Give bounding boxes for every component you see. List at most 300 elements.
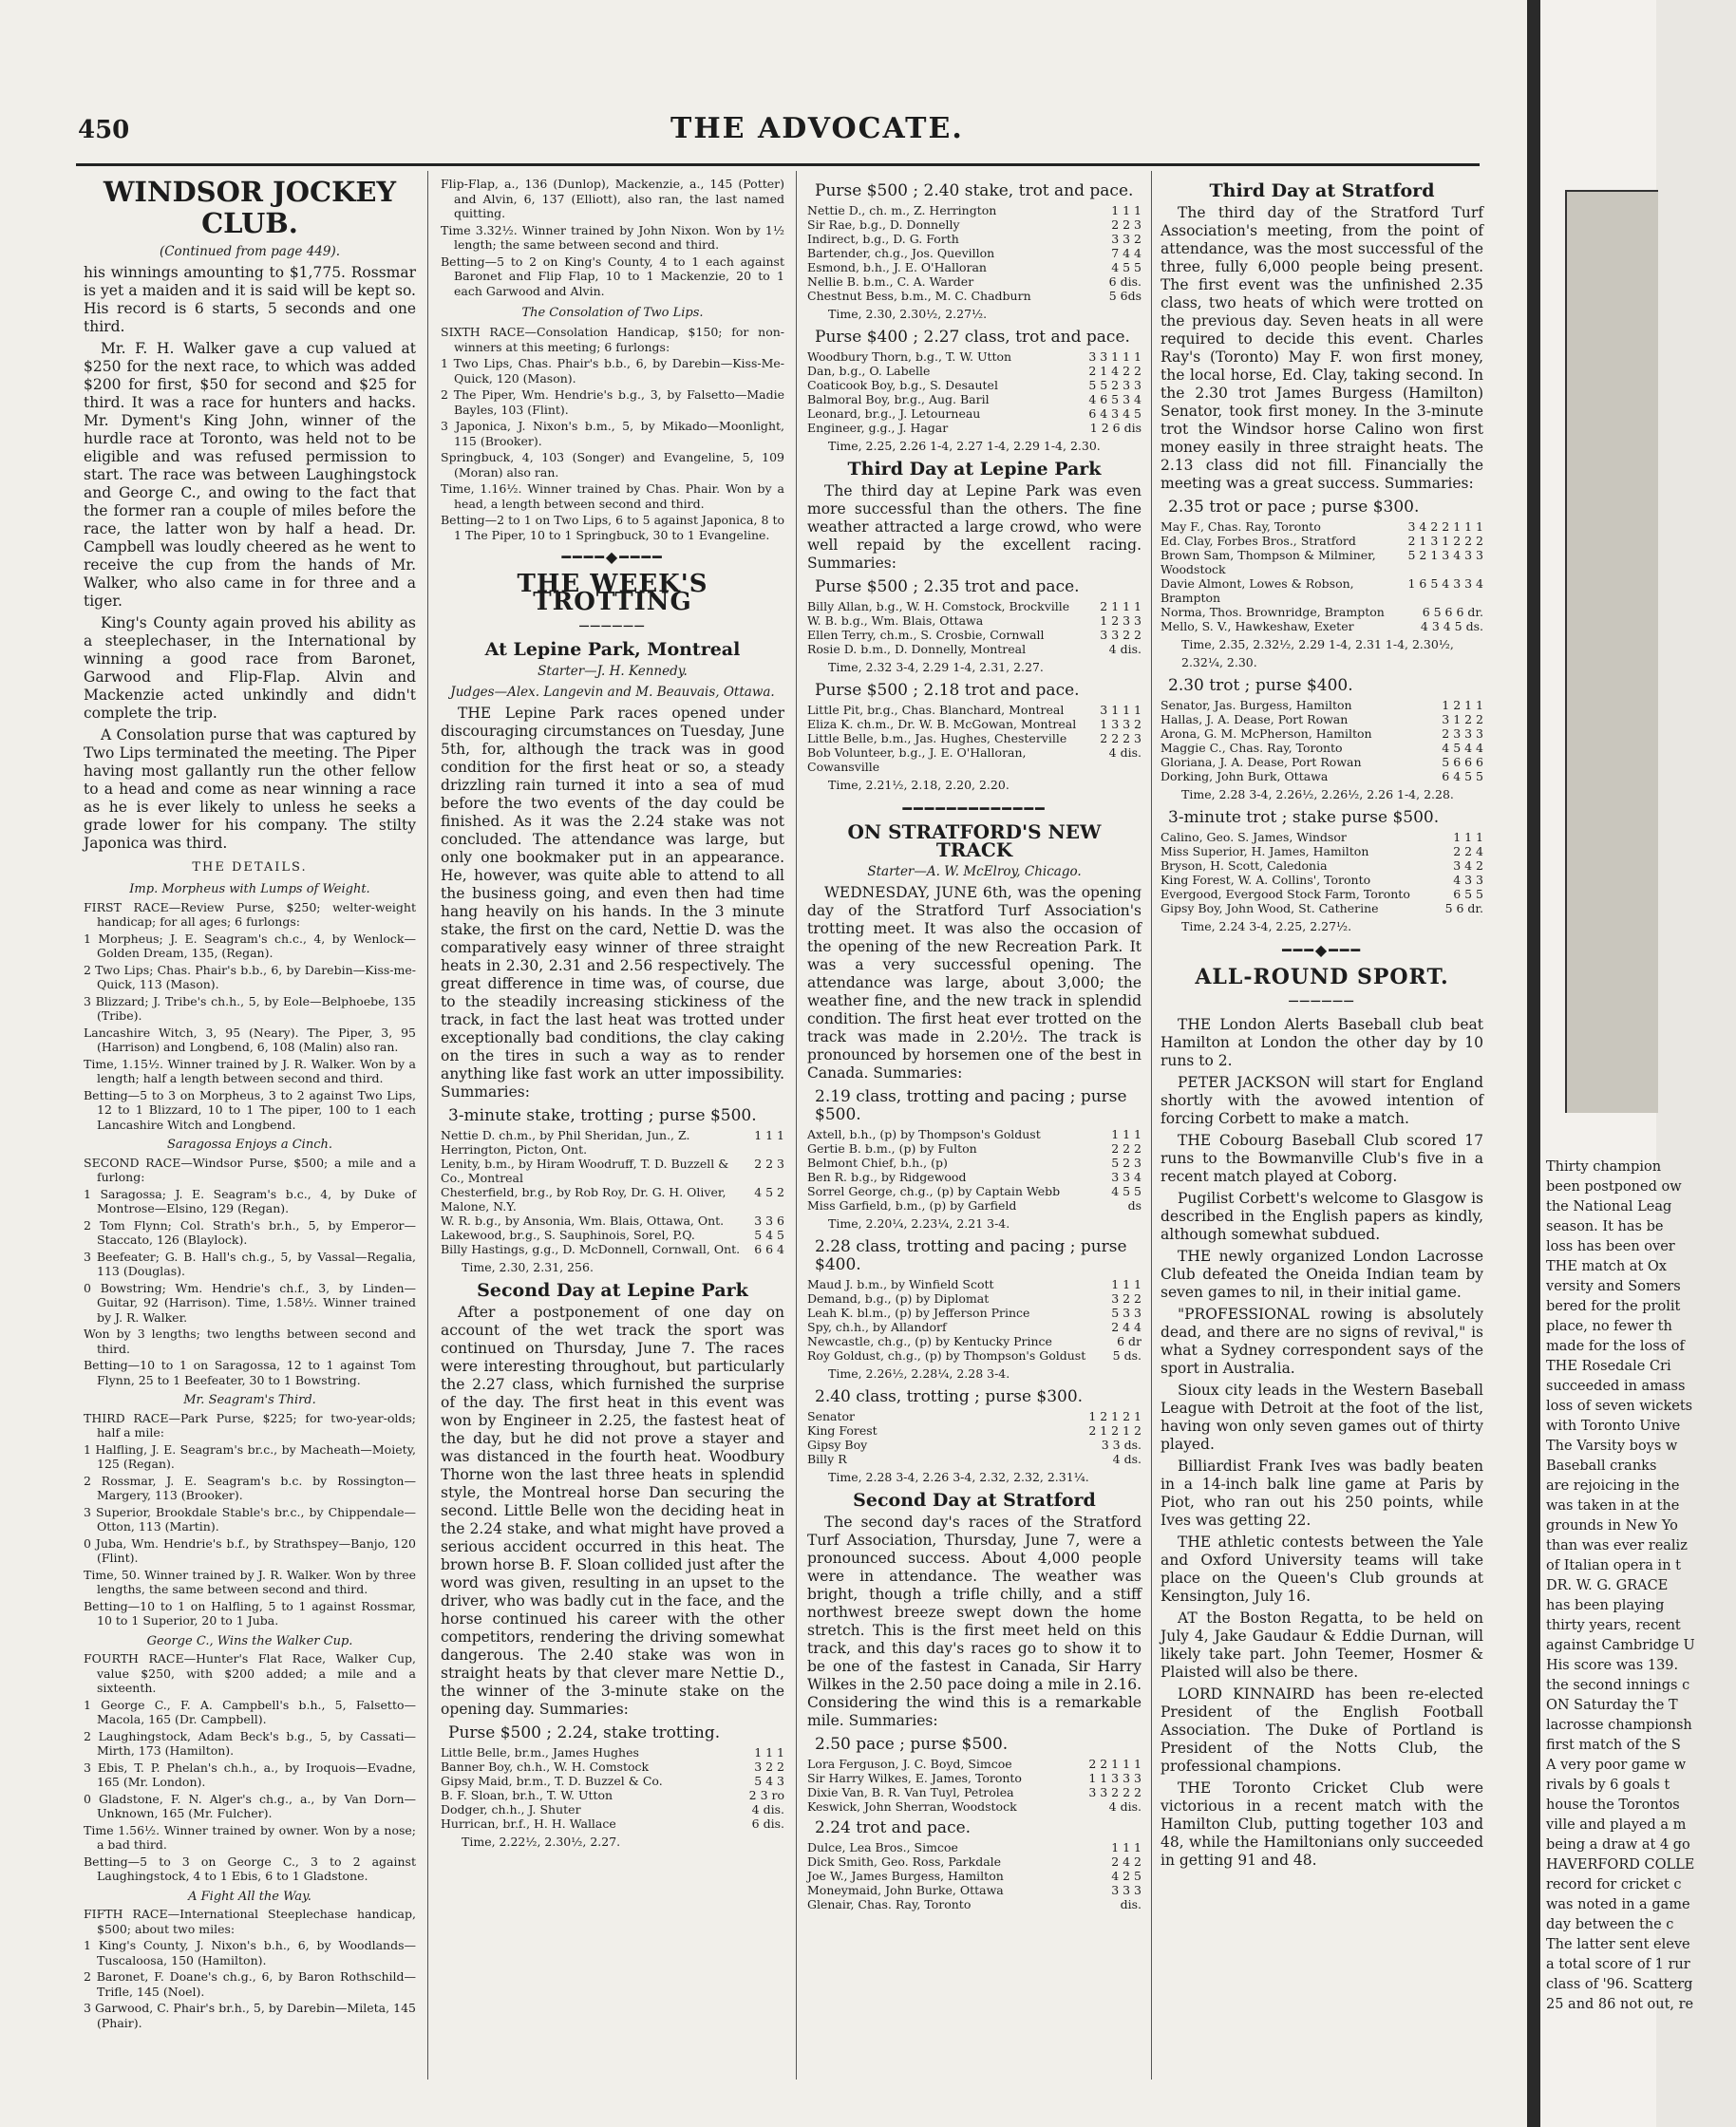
facing-line: the National Leag bbox=[1546, 1199, 1672, 1214]
results-row bbox=[807, 731, 1142, 745]
facing-line: A very poor game w bbox=[1546, 1758, 1687, 1773]
horse-entry: W. B. b.g., Wm. Blais, Ottawa bbox=[807, 613, 984, 628]
results-row bbox=[1160, 576, 1483, 605]
heat-placings: 4 dis. bbox=[751, 1802, 784, 1816]
results-row bbox=[807, 717, 1142, 731]
purse-heading: Purse $500 ; 2.40 stake, trot and pace. bbox=[815, 181, 1134, 200]
race-line: 2 Baronet, F. Doane's ch.g., 6, by Baron Rothschild—Trifle, 145 (Noel). bbox=[84, 1969, 416, 1999]
horse-entry: Chesterfield, br.g., by Rob Roy, Dr. G. H. Oliver, Malone, N.Y. bbox=[441, 1185, 726, 1214]
results-row bbox=[1160, 519, 1483, 534]
facing-line: the second innings c bbox=[1546, 1678, 1690, 1693]
results-row bbox=[807, 745, 1142, 774]
facing-line: loss has been over bbox=[1546, 1239, 1675, 1254]
heat-placings: 3 3 1 1 1 bbox=[1088, 349, 1142, 364]
race-line: 2 Laughingstock, Adam Beck's b.g., 5, by Cassati—Mirth, 173 (Hamilton). bbox=[84, 1728, 416, 1758]
facing-line: THE Rosedale Cri bbox=[1546, 1359, 1671, 1374]
results-row bbox=[441, 1185, 784, 1214]
results-table bbox=[807, 349, 1142, 435]
race-line: Betting—5 to 3 on George C., 3 to 2 against Laughingstock, 4 to 1 Ebis, 6 to 1 Gladstone. bbox=[84, 1854, 416, 1883]
facing-page-text bbox=[1546, 1158, 1736, 2016]
heat-placings: 2 1 4 2 2 bbox=[1088, 364, 1142, 378]
facing-line: The latter sent eleve bbox=[1546, 1937, 1690, 1952]
results-row bbox=[1160, 619, 1483, 633]
class-heading: 2.35 trot or pace ; purse $300. bbox=[1168, 498, 1420, 517]
results-row bbox=[807, 1127, 1142, 1141]
horse-entry: Indirect, b.g., D. G. Forth bbox=[807, 232, 959, 246]
results-table bbox=[807, 1840, 1142, 1911]
heat-placings: 1 2 6 dis bbox=[1089, 421, 1142, 435]
sport-paragraph: THE newly organized London Lacrosse Club defeated the Oneida Indian team by seven games to nil, in their initial game. bbox=[1160, 1248, 1483, 1301]
heat-placings: 3 1 2 2 bbox=[1442, 712, 1483, 726]
results-table bbox=[807, 1277, 1142, 1363]
heat-placings: dis. bbox=[1120, 1897, 1142, 1911]
results-row bbox=[807, 1840, 1142, 1854]
results-row bbox=[1160, 769, 1483, 783]
facing-line: The Varsity boys w bbox=[1546, 1439, 1678, 1454]
race-line: Betting—2 to 1 on Two Lips, 6 to 5 against Japonica, 8 to 1 The Piper, 10 to 1 Springbuck, 30 to 1 Evangeline. bbox=[441, 513, 784, 542]
results-time: Time, 2.21½, 2.18, 2.20, 2.20. bbox=[828, 778, 1010, 792]
facing-line: are rejoicing in the bbox=[1546, 1478, 1680, 1494]
heat-placings: 6 4 5 5 bbox=[1442, 769, 1483, 783]
results-row bbox=[807, 1141, 1142, 1156]
results-table bbox=[807, 1409, 1142, 1466]
horse-entry: Woodbury Thorn, b.g., T. W. Utton bbox=[807, 349, 1012, 364]
heat-placings: 6 5 6 6 dr. bbox=[1422, 605, 1483, 619]
race-line: 1 King's County, J. Nixon's b.h., 6, by Woodlands—Tuscaloosa, 150 (Hamilton). bbox=[84, 1938, 416, 1967]
heat-placings: 5 6 6 6 bbox=[1442, 755, 1483, 769]
heat-placings: 2 4 4 bbox=[1111, 1320, 1142, 1334]
horse-entry: Hurrican, br.f., H. H. Wallace bbox=[441, 1816, 616, 1831]
horse-entry: Dorking, John Burk, Ottawa bbox=[1160, 769, 1329, 783]
results-table bbox=[807, 599, 1142, 656]
sport-title: ALL-ROUND SPORT. bbox=[1195, 965, 1449, 989]
results-table bbox=[807, 203, 1142, 303]
race-line: THIRD RACE—Park Purse, $225; for two-year-olds; half a mile: bbox=[84, 1410, 416, 1440]
third-day-heading: Third Day at Lepine Park bbox=[847, 459, 1102, 480]
heat-placings: 2 2 1 1 1 bbox=[1088, 1757, 1142, 1771]
horse-entry: Nellie B. b.m., C. A. Warder bbox=[807, 274, 974, 289]
facing-line: season. It has be bbox=[1546, 1219, 1664, 1234]
heat-placings: 2 2 2 bbox=[1111, 1141, 1142, 1156]
class-heading: 2.28 class, trotting and pacing ; purse $400. bbox=[815, 1237, 1127, 1274]
purse-heading: Purse $400 ; 2.27 class, trot and pace. bbox=[815, 328, 1130, 347]
horse-entry: Nettie D., ch. m., Z. Herrington bbox=[807, 203, 997, 217]
race-line: Betting—10 to 1 on Saragossa, 12 to 1 against Tom Flynn, 25 to 1 Beefeater, 30 to 1 Bowstring. bbox=[84, 1358, 416, 1387]
column-4 bbox=[1160, 177, 1483, 2123]
race-line: 1 George C., F. A. Campbell's b.h., 5, Falsetto—Macola, 165 (Dr. Campbell). bbox=[84, 1697, 416, 1726]
facing-illustration bbox=[1565, 190, 1658, 1113]
horse-entry: Sorrel George, ch.g., (p) by Captain Webb bbox=[807, 1184, 1061, 1198]
horse-entry: Calino, Geo. S. James, Windsor bbox=[1160, 830, 1347, 844]
results-row bbox=[807, 642, 1142, 656]
results-row bbox=[807, 1320, 1142, 1334]
race-line: Time, 1.16½. Winner trained by Chas. Phair. Won by a head, a length between second and third. bbox=[441, 481, 784, 511]
facing-line: HAVERFORD COLLE bbox=[1546, 1857, 1695, 1873]
results-row bbox=[441, 1802, 784, 1816]
results-row bbox=[807, 1452, 1142, 1466]
horse-entry: B. F. Sloan, br.h., T. W. Utton bbox=[441, 1788, 613, 1802]
results-row bbox=[807, 246, 1142, 260]
third-day-paragraph: The third day of the Stratford Turf Association's meeting, from the point of attendance, was the most successful of the three, fully 6,000 people being present. The first event was the unfinished 2.35 class, two heats of which were trotted on the previous day. Seven heats in all were required to decide this event. Charles Ray's (Toronto) May F. won first money, the local horse, Ed. Clay, taking second. In the 2.30 trot James Burgess (Hamilton) Senator, took first money. In the 3-minute trot the Windsor horse Calino won first money easily in three straight heats. The 2.13 class did not fill. Financially the meeting was a great success. Summaries: bbox=[1160, 204, 1483, 492]
results-row bbox=[807, 1156, 1142, 1170]
facing-line: THE match at Ox bbox=[1546, 1259, 1667, 1274]
facing-line: Baseball cranks bbox=[1546, 1459, 1657, 1474]
details-heading: THE DETAILS. bbox=[192, 860, 308, 875]
race-line: 1 Saragossa; J. E. Seagram's b.c., 4, by Duke of Montrose—Elsino, 129 (Regan). bbox=[84, 1186, 416, 1215]
results-row bbox=[1160, 887, 1483, 901]
heat-placings: 1 1 3 3 3 bbox=[1088, 1771, 1142, 1785]
results-row bbox=[807, 1883, 1142, 1897]
judges-credit: Judges—Alex. Langevin and M. Beauvais, Ottawa. bbox=[450, 685, 775, 700]
results-table bbox=[1160, 519, 1483, 633]
heat-placings: 6 dis. bbox=[751, 1816, 784, 1831]
horse-entry: Miss Garfield, b.m., (p) by Garfield bbox=[807, 1198, 1017, 1213]
results-row bbox=[441, 1157, 784, 1185]
results-row bbox=[1160, 858, 1483, 873]
heat-placings: 3 3 6 bbox=[754, 1214, 784, 1228]
horse-entry: May F., Chas. Ray, Toronto bbox=[1160, 519, 1321, 534]
race-subhead: A Fight All the Way. bbox=[188, 1889, 311, 1904]
horse-entry: Axtell, b.h., (p) by Thompson's Goldust bbox=[807, 1127, 1041, 1141]
race-line: FIFTH RACE—International Steeplechase handicap, $500; about two miles: bbox=[84, 1907, 416, 1936]
heat-placings: 4 dis. bbox=[1108, 1799, 1142, 1814]
horse-entry: Maggie C., Chas. Ray, Toronto bbox=[1160, 741, 1343, 755]
heat-placings: 2 1 3 1 2 2 2 bbox=[1407, 534, 1483, 548]
second-day-heading: Second Day at Stratford bbox=[853, 1490, 1096, 1511]
race-line: 1 Morpheus; J. E. Seagram's ch.c., 4, by Wenlock—Golden Dream, 135, (Regan). bbox=[84, 931, 416, 960]
sport-paragraph: Sioux city leads in the Western Baseball League with Detroit at the foot of the list, having won only seven games out of thirty played. bbox=[1160, 1382, 1483, 1453]
heat-placings: 4 3 4 5 ds. bbox=[1420, 619, 1483, 633]
results-time: Time, 2.28 3-4, 2.26 3-4, 2.32, 2.32, 2.31¼. bbox=[828, 1470, 1089, 1484]
column-3 bbox=[807, 177, 1142, 2123]
results-row bbox=[807, 406, 1142, 421]
heat-placings: 5 2 1 3 4 3 3 bbox=[1407, 548, 1483, 562]
race-line: Betting—5 to 2 on King's County, 4 to 1 each against Baronet and Flip Flap, 10 to 1 Mackenzie, 20 to 1 each Garwood and Alvin. bbox=[441, 254, 784, 298]
facing-line: ville and played a m bbox=[1546, 1817, 1687, 1833]
heat-placings: 1 2 1 2 1 bbox=[1088, 1409, 1142, 1423]
results-row bbox=[807, 1897, 1142, 1911]
third-day-stratford-heading: Third Day at Stratford bbox=[1209, 180, 1435, 201]
race-line: 3 Superior, Brookdale Stable's br.c., by Chippendale—Otton, 113 (Martin). bbox=[84, 1504, 416, 1534]
heat-placings: 4 5 2 bbox=[754, 1185, 784, 1199]
results-row bbox=[441, 1242, 784, 1256]
article-body bbox=[84, 264, 416, 853]
results-row bbox=[441, 1774, 784, 1788]
facing-line: first match of the S bbox=[1546, 1738, 1681, 1753]
heat-placings: 2 1 1 1 bbox=[1100, 599, 1142, 613]
horse-entry: Dixie Van, B. R. Van Tuyl, Petrolea bbox=[807, 1785, 1014, 1799]
horse-entry: Billy R bbox=[807, 1452, 847, 1466]
heat-placings: 2 2 3 bbox=[1111, 217, 1142, 232]
results-time: Time, 2.30, 2.30½, 2.27½. bbox=[828, 307, 988, 321]
race-continuation bbox=[441, 177, 784, 298]
results-time: Time, 2.20¼, 2.23¼, 2.21 3-4. bbox=[828, 1216, 1010, 1231]
results-time: Time, 2.26½, 2.28¼, 2.28 3-4. bbox=[828, 1366, 1010, 1381]
results-row bbox=[1160, 755, 1483, 769]
results-table bbox=[807, 703, 1142, 774]
purse-heading: Purse $500 ; 2.35 trot and pace. bbox=[815, 577, 1080, 596]
horse-entry: Lora Ferguson, J. C. Boyd, Simcoe bbox=[807, 1757, 1012, 1771]
race-line: 1 Two Lips, Chas. Phair's b.b., 6, by Darebin—Kiss-Me-Quick, 120 (Mason). bbox=[441, 356, 784, 386]
horse-entry: Ellen Terry, ch.m., S. Crosbie, Cornwall bbox=[807, 628, 1045, 642]
race-line: SIXTH RACE—Consolation Handicap, $150; for non-winners at this meeting; 6 furlongs: bbox=[441, 325, 784, 354]
race-line: 2 Two Lips; Chas. Phair's b.b., 6, by Darebin—Kiss-me-Quick, 113 (Mason). bbox=[84, 962, 416, 991]
horse-entry: Hallas, J. A. Dease, Port Rowan bbox=[1160, 712, 1349, 726]
race-line: 2 Tom Flynn; Col. Strath's br.h., 5, by Emperor—Staccato, 126 (Blaylock). bbox=[84, 1217, 416, 1247]
heat-placings: 4 5 4 4 bbox=[1442, 741, 1483, 755]
results-row bbox=[1160, 548, 1483, 576]
results-time: Time, 2.22½, 2.30½, 2.27. bbox=[462, 1835, 621, 1849]
horse-entry: W. R. b.g., by Ansonia, Wm. Blais, Ottawa, Ont. bbox=[441, 1214, 725, 1228]
page-gutter bbox=[1527, 0, 1540, 2127]
results-row bbox=[807, 378, 1142, 392]
heat-placings: 4 5 5 bbox=[1111, 1184, 1142, 1198]
horse-entry: Roy Goldust, ch.g., (p) by Thompson's Goldust bbox=[807, 1348, 1086, 1363]
horse-entry: Davie Almont, Lowes & Robson, Brampton bbox=[1160, 576, 1354, 605]
horse-entry: Gipsy Maid, br.m., T. D. Buzzel & Co. bbox=[441, 1774, 663, 1788]
column-2 bbox=[441, 177, 784, 2123]
race-line: 0 Gladstone, F. N. Alger's ch.g., a., by Van Dorn—Unknown, 165 (Mr. Fulcher). bbox=[84, 1791, 416, 1820]
article-paragraph: his winnings amounting to $1,775. Rossmar is yet a maiden and it is said will be kept so. His record is 6 starts, 5 seconds and one third. bbox=[84, 264, 416, 335]
race-line: Won by 3 lengths; two lengths between second and third. bbox=[84, 1327, 416, 1356]
sport-paragraphs bbox=[1160, 1016, 1483, 1870]
sport-paragraph: THE athletic contests between the Yale and Oxford University teams will take place on the Queen's Club grounds at Kensington, July 16. bbox=[1160, 1534, 1483, 1605]
horse-entry: Maud J. b.m., by Winfield Scott bbox=[807, 1277, 994, 1291]
horse-entry: Dan, b.g., O. Labelle bbox=[807, 364, 931, 378]
facing-line: versity and Somers bbox=[1546, 1279, 1681, 1294]
horse-entry: Little Belle, br.m., James Hughes bbox=[441, 1745, 639, 1760]
horse-entry: Belmont Chief, b.h., (p) bbox=[807, 1156, 948, 1170]
horse-entry: Chestnut Bess, b.m., M. C. Chadburn bbox=[807, 289, 1031, 303]
horse-entry: Eliza K. ch.m., Dr. W. B. McGowan, Montreal bbox=[807, 717, 1077, 731]
horse-entry: Little Belle, b.m., Jas. Hughes, Chesterville bbox=[807, 731, 1067, 745]
results-row bbox=[807, 1334, 1142, 1348]
ornament-divider: ━━━━━━━━━━━━━ bbox=[902, 800, 1047, 818]
heat-placings: 3 3 2 2 bbox=[1100, 628, 1142, 642]
race-line: 0 Juba, Wm. Hendrie's b.f., by Strathspey—Banjo, 120 (Flint). bbox=[84, 1535, 416, 1565]
heat-placings: 3 3 ds. bbox=[1101, 1438, 1142, 1452]
lepine-paragraph: THE Lepine Park races opened under discouraging circumstances on Tuesday, June 5th, for, although the track was in good condition for the first heat or so, a steady drizzling rain turned it into a sea of mud before the two events of the day could be finished. As it was the 2.24 stake was not concluded. The attendance was large, but only one bookmaker put in an appearance. He, however, was quite able to attend to all the business going, and even then had time hang heavily on his hands. In the 3 minute stake, the first on the card, Nettie D. was the comparatively easy winner of three straight heats in 2.30, 2.31 and 2.56 respectively. The great difference in time was, of course, due to the steadily increasing stickiness of the track, in fact the last heat was trotted under exceptionally bad conditions, the clay caking on the tires in such a way as to render anything like fast work an utter impossibility. Summaries: bbox=[441, 705, 784, 1101]
results-row bbox=[807, 274, 1142, 289]
class-heading: 2.19 class, trotting and pacing ; purse $500. bbox=[815, 1087, 1127, 1124]
facing-line: record for cricket c bbox=[1546, 1877, 1682, 1892]
facing-line: rivals by 6 goals t bbox=[1546, 1778, 1670, 1793]
race-line: Betting—5 to 3 on Morpheus, 3 to 2 against Two Lips, 12 to 1 Blizzard, 10 to 1 The piper, 100 to 1 each Lancashire Witch and Longbend. bbox=[84, 1087, 416, 1132]
facing-line: succeeded in amass bbox=[1546, 1379, 1686, 1394]
race-subhead: Saragossa Enjoys a Cinch. bbox=[166, 1138, 332, 1152]
column-rule bbox=[796, 171, 797, 2080]
facing-line: a total score of 1 rur bbox=[1546, 1957, 1690, 1972]
stratford-title: ON STRATFORD'S NEW TRACK bbox=[847, 820, 1102, 861]
race-subhead: George C., Wins the Walker Cup. bbox=[146, 1633, 353, 1648]
results-row bbox=[807, 628, 1142, 642]
horse-entry: Coaticook Boy, b.g., S. Desautel bbox=[807, 378, 998, 392]
horse-entry: Senator bbox=[807, 1409, 855, 1423]
results-row bbox=[807, 1799, 1142, 1814]
third-day-paragraph: The third day at Lepine Park was even more successful than the others. The fine weather attracted a large crowd, who were well repaid by the excellent racing. Summaries: bbox=[807, 482, 1142, 572]
heat-placings: 4 dis. bbox=[1108, 745, 1142, 760]
heat-placings: 3 3 2 2 2 bbox=[1088, 1785, 1142, 1799]
results-time: Time, 2.30, 2.31, 256. bbox=[462, 1260, 594, 1274]
stake-heading: 3-minute stake, trotting ; purse $500. bbox=[448, 1106, 757, 1125]
results-row bbox=[807, 1869, 1142, 1883]
facing-line: ON Saturday the T bbox=[1546, 1698, 1678, 1713]
sport-paragraph: AT the Boston Regatta, to be held on July 4, Jake Gaudaur & Eddie Durnan, will likely take part. John Teemer, Hosmer & Plaisted will also be there. bbox=[1160, 1609, 1483, 1681]
horse-entry: Miss Superior, H. James, Hamilton bbox=[1160, 844, 1369, 858]
heat-placings: ds bbox=[1127, 1198, 1142, 1213]
horse-entry: Norma, Thos. Brownridge, Brampton bbox=[1160, 605, 1385, 619]
race-line: 2 Rossmar, J. E. Seagram's b.c. by Rossington—Margery, 113 (Brooker). bbox=[84, 1473, 416, 1502]
heat-placings: 3 2 2 bbox=[1111, 1291, 1142, 1306]
heat-placings: 2 4 2 bbox=[1111, 1854, 1142, 1869]
class-heading: 2.24 trot and pace. bbox=[815, 1818, 972, 1837]
results-row bbox=[807, 392, 1142, 406]
facing-line: has been playing bbox=[1546, 1598, 1665, 1613]
race-line: FIRST RACE—Review Purse, $250; welter-weight handicap; for all ages; 6 furlongs: bbox=[84, 899, 416, 929]
horse-entry: Sir Harry Wilkes, E. James, Toronto bbox=[807, 1771, 1022, 1785]
race-details bbox=[84, 882, 416, 2030]
results-row bbox=[1160, 873, 1483, 887]
horse-entry: Esmond, b.h., J. E. O'Halloran bbox=[807, 260, 987, 274]
results-row bbox=[1160, 901, 1483, 915]
heat-placings: 6 4 3 4 5 bbox=[1088, 406, 1142, 421]
horse-entry: Balmoral Boy, br.g., Aug. Baril bbox=[807, 392, 990, 406]
race-subhead: Mr. Seagram's Third. bbox=[183, 1393, 316, 1407]
article-title: WINDSOR JOCKEY CLUB. bbox=[103, 176, 397, 239]
horse-entry: Little Pit, br.g., Chas. Blanchard, Montreal bbox=[807, 703, 1065, 717]
results-row bbox=[807, 203, 1142, 217]
results-row bbox=[807, 613, 1142, 628]
class-heading: 2.30 trot ; purse $400. bbox=[1168, 676, 1353, 695]
results-row bbox=[807, 1184, 1142, 1198]
horse-entry: Brown Sam, Thompson & Milminer, Woodstock bbox=[1160, 548, 1376, 576]
results-table bbox=[807, 1757, 1142, 1814]
heat-placings: 3 3 4 bbox=[1111, 1170, 1142, 1184]
facing-line: against Cambridge U bbox=[1546, 1638, 1695, 1653]
horse-entry: Keswick, John Sherran, Woodstock bbox=[807, 1799, 1017, 1814]
results-row bbox=[807, 1409, 1142, 1423]
horse-entry: Ed. Clay, Forbes Bros., Stratford bbox=[1160, 534, 1356, 548]
ornament-divider: ────── bbox=[1289, 992, 1355, 1010]
results-row bbox=[807, 1277, 1142, 1291]
results-table bbox=[807, 1127, 1142, 1213]
heat-placings: 4 dis. bbox=[1108, 642, 1142, 656]
horse-entry: Sir Rae, b.g., D. Donnelly bbox=[807, 217, 960, 232]
race-line: Flip-Flap, a., 136 (Dunlop), Mackenzie, a., 145 (Potter) and Alvin, 6, 137 (Elliott), also ran, the last named quitting. bbox=[441, 177, 784, 220]
facing-line: bered for the prolit bbox=[1546, 1299, 1681, 1314]
horse-entry: Leah K. bl.m., (p) by Jefferson Prince bbox=[807, 1306, 1030, 1320]
heat-placings: 1 2 1 1 bbox=[1442, 698, 1483, 712]
results-row bbox=[441, 1228, 784, 1242]
results-row bbox=[807, 1771, 1142, 1785]
results-row bbox=[441, 1214, 784, 1228]
heat-placings: 5 2 3 bbox=[1111, 1156, 1142, 1170]
heat-placings: 4 2 5 bbox=[1111, 1869, 1142, 1883]
column-rule bbox=[427, 171, 428, 2080]
results-row bbox=[441, 1816, 784, 1831]
heat-placings: 4 ds. bbox=[1112, 1452, 1142, 1466]
horse-entry: Newcastle, ch.g., (p) by Kentucky Prince bbox=[807, 1334, 1052, 1348]
results-row bbox=[1160, 534, 1483, 548]
heat-placings: 1 1 1 bbox=[1111, 203, 1142, 217]
heat-placings: 1 1 1 bbox=[1111, 1277, 1142, 1291]
class-heading: 2.50 pace ; purse $500. bbox=[815, 1735, 1009, 1754]
facing-line: thirty years, recent bbox=[1546, 1618, 1681, 1633]
results-table bbox=[1160, 698, 1483, 783]
race-subhead: Imp. Morpheus with Lumps of Weight. bbox=[129, 882, 370, 896]
heat-placings: 2 2 3 bbox=[754, 1157, 784, 1171]
horse-entry: Ben R. b.g., by Ridgewood bbox=[807, 1170, 967, 1184]
facing-line: than was ever realiz bbox=[1546, 1538, 1688, 1553]
results-row bbox=[807, 364, 1142, 378]
facing-line: DR. W. G. GRACE bbox=[1546, 1578, 1669, 1593]
horse-entry: Gipsy Boy bbox=[807, 1438, 868, 1452]
horse-entry: Dodger, ch.h., J. Shuter bbox=[441, 1802, 581, 1816]
article-paragraph: Mr. F. H. Walker gave a cup valued at $250 for the next race, to which was added $200 for first, $50 for second and $25 for third. It was a race for hunters and hacks. Mr. Dyment's King John, winner of the hurdle race at Toronto, was held not to be eligible and was refused permission to start. The race was between Laughingstock and George C., and owing to the fact that the former ran a couple of miles before the race, the latter won by half a head. Dr. Campbell was loudly cheered as he went to receive the cup from the hands of Mr. Walker, who also came in for three and a tiger. bbox=[84, 340, 416, 610]
race-line: 3 Japonica, J. Nixon's b.m., 5, by Mikado—Moonlight, 115 (Brooker). bbox=[441, 419, 784, 448]
heat-placings: 1 1 1 bbox=[1111, 1840, 1142, 1854]
horse-entry: Lenity, b.m., by Hiram Woodruff, T. D. Buzzell & Co., Montreal bbox=[441, 1157, 729, 1185]
heat-placings: 1 1 1 bbox=[754, 1745, 784, 1760]
results-row bbox=[441, 1760, 784, 1774]
results-row bbox=[807, 1854, 1142, 1869]
results-table bbox=[1160, 830, 1483, 915]
second-day-paragraph: The second day's races of the Stratford Turf Association, Thursday, June 7, were a pronounced success. About 4,000 people were in attendance. The weather was bright, though a trifle chilly, and a stiff northwest breeze swept down the home stretch. This is the first meet held on this track, and this day's races go to show it to be one of the fastest in Canada, Sir Harry Wilkes in the 2.50 pace doing a mile in 2.16. Considering the wind this is a remarkable mile. Summaries: bbox=[807, 1514, 1142, 1729]
results-row bbox=[807, 289, 1142, 303]
horse-entry: Bryson, H. Scott, Caledonia bbox=[1160, 858, 1328, 873]
ornament-divider: ────── bbox=[579, 617, 646, 635]
race-line: Time 1.56½. Winner trained by owner. Won by a nose; a bad third. bbox=[84, 1822, 416, 1852]
sport-paragraph: "PROFESSIONAL rowing is absolutely dead, and there are no signs of revival," is what a Sydney correspondent says of the sport in Australia. bbox=[1160, 1306, 1483, 1377]
race-line: 0 Bowstring; Wm. Hendrie's ch.f., 3, by Linden—Guitar, 92 (Harrison). Time, 1.58½. Winner trained by J. R. Walker. bbox=[84, 1280, 416, 1325]
horse-entry: Banner Boy, ch.h., W. H. Comstock bbox=[441, 1760, 650, 1774]
heat-placings: 5 5 2 3 3 bbox=[1088, 378, 1142, 392]
heat-placings: 5 ds. bbox=[1112, 1348, 1142, 1363]
facing-line: was noted in a game bbox=[1546, 1897, 1690, 1912]
horse-entry: Gipsy Boy, John Wood, St. Catherine bbox=[1160, 901, 1379, 915]
race-line: FOURTH RACE—Hunter's Flat Race, Walker Cup, value $250, with $200 added; a mile and a sixteenth. bbox=[84, 1651, 416, 1695]
class-heading: 2.40 class, trotting ; purse $300. bbox=[815, 1387, 1084, 1406]
trotting-title: THE WEEK'S TROTTING bbox=[517, 570, 708, 616]
facing-line: day between the c bbox=[1546, 1917, 1674, 1932]
ornament-divider: ━━━━◆━━━━ bbox=[561, 548, 664, 566]
results-row bbox=[1160, 698, 1483, 712]
heat-placings: 5 6ds bbox=[1108, 289, 1142, 303]
heat-placings: 6 6 4 bbox=[754, 1242, 784, 1256]
results-time: Time, 2.35, 2.32½, 2.29 1-4, 2.31 1-4, 2.30½, 2.32¼, 2.30. bbox=[1181, 637, 1454, 669]
heat-placings: 5 3 3 bbox=[1111, 1306, 1142, 1320]
results-row bbox=[1160, 712, 1483, 726]
sport-paragraph: Pugilist Corbett's welcome to Glasgow is described in the English papers as kindly, although somewhat subdued. bbox=[1160, 1190, 1483, 1243]
race-line: 1 Halfling, J. E. Seagram's br.c., by Macheath—Moiety, 125 (Regan). bbox=[84, 1441, 416, 1471]
results-row bbox=[807, 260, 1142, 274]
heat-placings: 6 dis. bbox=[1108, 274, 1142, 289]
horse-entry: Dick Smith, Geo. Ross, Parkdale bbox=[807, 1854, 1002, 1869]
heat-placings: 2 1 2 1 2 bbox=[1088, 1423, 1142, 1438]
ornament-divider: ━━━◆━━━ bbox=[1281, 941, 1363, 959]
results-row bbox=[441, 1128, 784, 1157]
column-rule bbox=[1151, 171, 1152, 2080]
column-1 bbox=[84, 177, 416, 2123]
race-line: SECOND RACE—Windsor Purse, $500; a mile and a furlong: bbox=[84, 1155, 416, 1184]
class-heading: 3-minute trot ; stake purse $500. bbox=[1168, 808, 1440, 827]
results-table bbox=[441, 1745, 784, 1831]
article-paragraph: King's County again proved his ability as a steeplechaser, in the International by winning a good race from Baronet, Garwood and Flip-Flap. Alvin and Mackenzie acted unkindly and didn't complete the trip. bbox=[84, 614, 416, 722]
results-time: Time, 2.32 3-4, 2.29 1-4, 2.31, 2.27. bbox=[828, 660, 1044, 674]
horse-entry: Billy Hastings, g.g., D. McDonnell, Cornwall, Ont. bbox=[441, 1242, 741, 1256]
race-line: Time, 50. Winner trained by J. R. Walker. Won by three lengths, the same between second and third. bbox=[84, 1567, 416, 1596]
heat-placings: 3 4 2 bbox=[1453, 858, 1483, 873]
